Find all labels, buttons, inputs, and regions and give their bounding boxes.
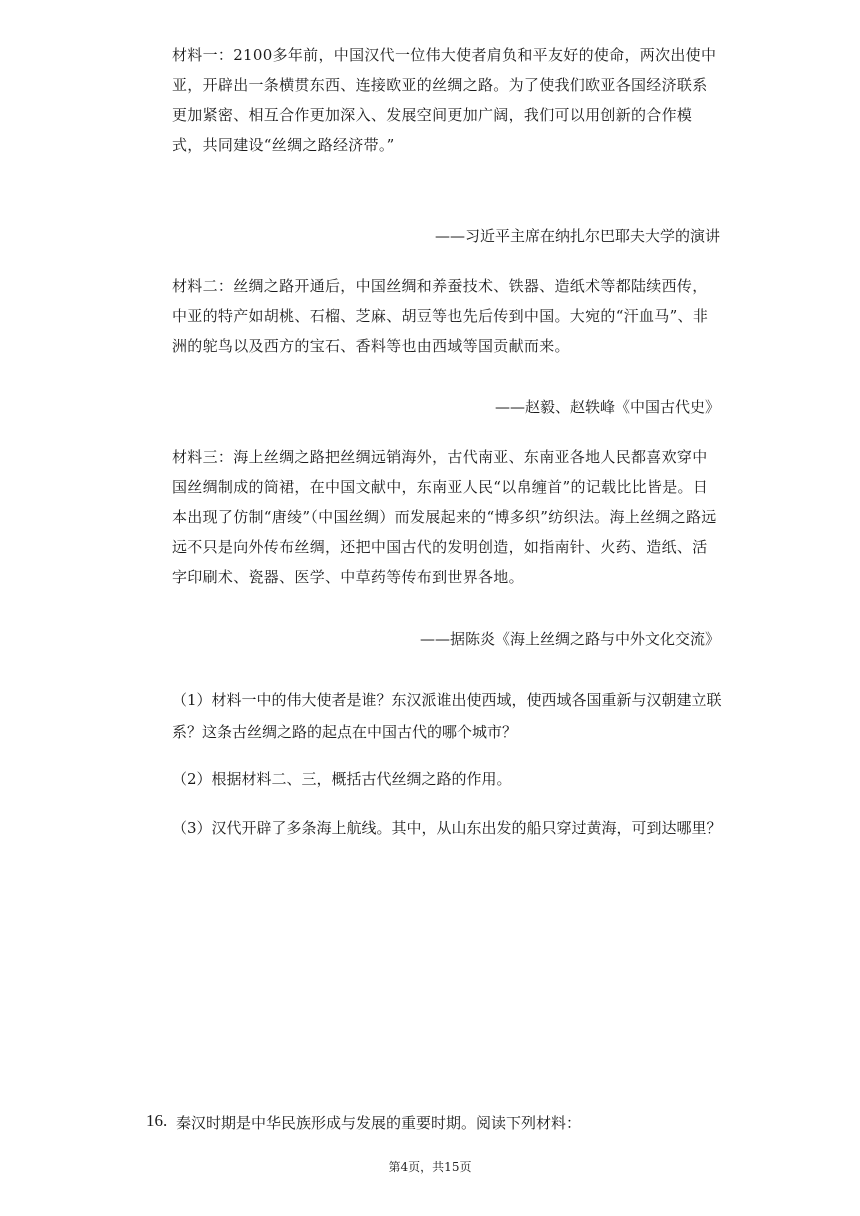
question-3: （3）汉代开辟了多条海上航线。其中，从山东出发的船只穿过黄海，可到达哪里？ (172, 819, 722, 837)
material-three-source: ——据陈炎《海上丝绸之路与中外文化交流》 (419, 630, 720, 648)
question-2: （2）根据材料二、三，概括古代丝绸之路的作用。 (172, 770, 512, 788)
next-question-number: 16. (146, 1111, 168, 1130)
material-one-text: 材料一：2100多年前，中国汉代一位伟大使者肩负和平友好的使命，两次出使中亚，开辟出一条横贯东西、连接欧亚的丝绸之路。为了使我们欧亚各国经济联系更加紧密、相互合作更加深入、发展空间更加广阔，我们可以用创新的合作模式，共同建设“丝绸之路经济带。” (172, 46, 717, 154)
page-footer: 第4页，共15页 (388, 1160, 472, 1174)
material-one-source: ——习近平主席在纳扎尔巴耶夫大学的演讲 (434, 227, 720, 245)
next-question-title: 秦汉时期是中华民族形成与发展的重要时期。阅读下列材料： (176, 1114, 582, 1132)
material-three-text: 材料三：海上丝绸之路把丝绸远销海外，古代南亚、东南亚各地人民都喜欢穿中国丝绸制成的筒裙，在中国文献中，东南亚人民“以帛缠首”的记载比比皆是。日本出现了仿制“唐绫”（中国丝绸）而发展起来的“博多织”纺织法。海上丝绸之路远远不只是向外传布丝绸，还把中国古代的发明创造，如指南针、火药、造纸、活字印刷术、瓷器、医学、中草药等传布到世界各地。 (172, 448, 717, 586)
material-two-text: 材料二：丝绸之路开通后，中国丝绸和养蚕技术、铁器、造纸术等都陆续西传，中亚的特产如胡桃、石榴、芝麻、胡豆等也先后传到中国。大宛的“汗血马”、非洲的鸵鸟以及西方的宝石、香料等也由西域等国贡献而来。 (172, 277, 709, 355)
question-1: （1）材料一中的伟大使者是谁？东汉派谁出使西域，使西域各国重新与汉朝建立联系？这条古丝绸之路的起点在中国古代的哪个城市？ (172, 691, 722, 741)
material-two-source: ——赵毅、赵轶峰《中国古代史》 (494, 398, 720, 416)
